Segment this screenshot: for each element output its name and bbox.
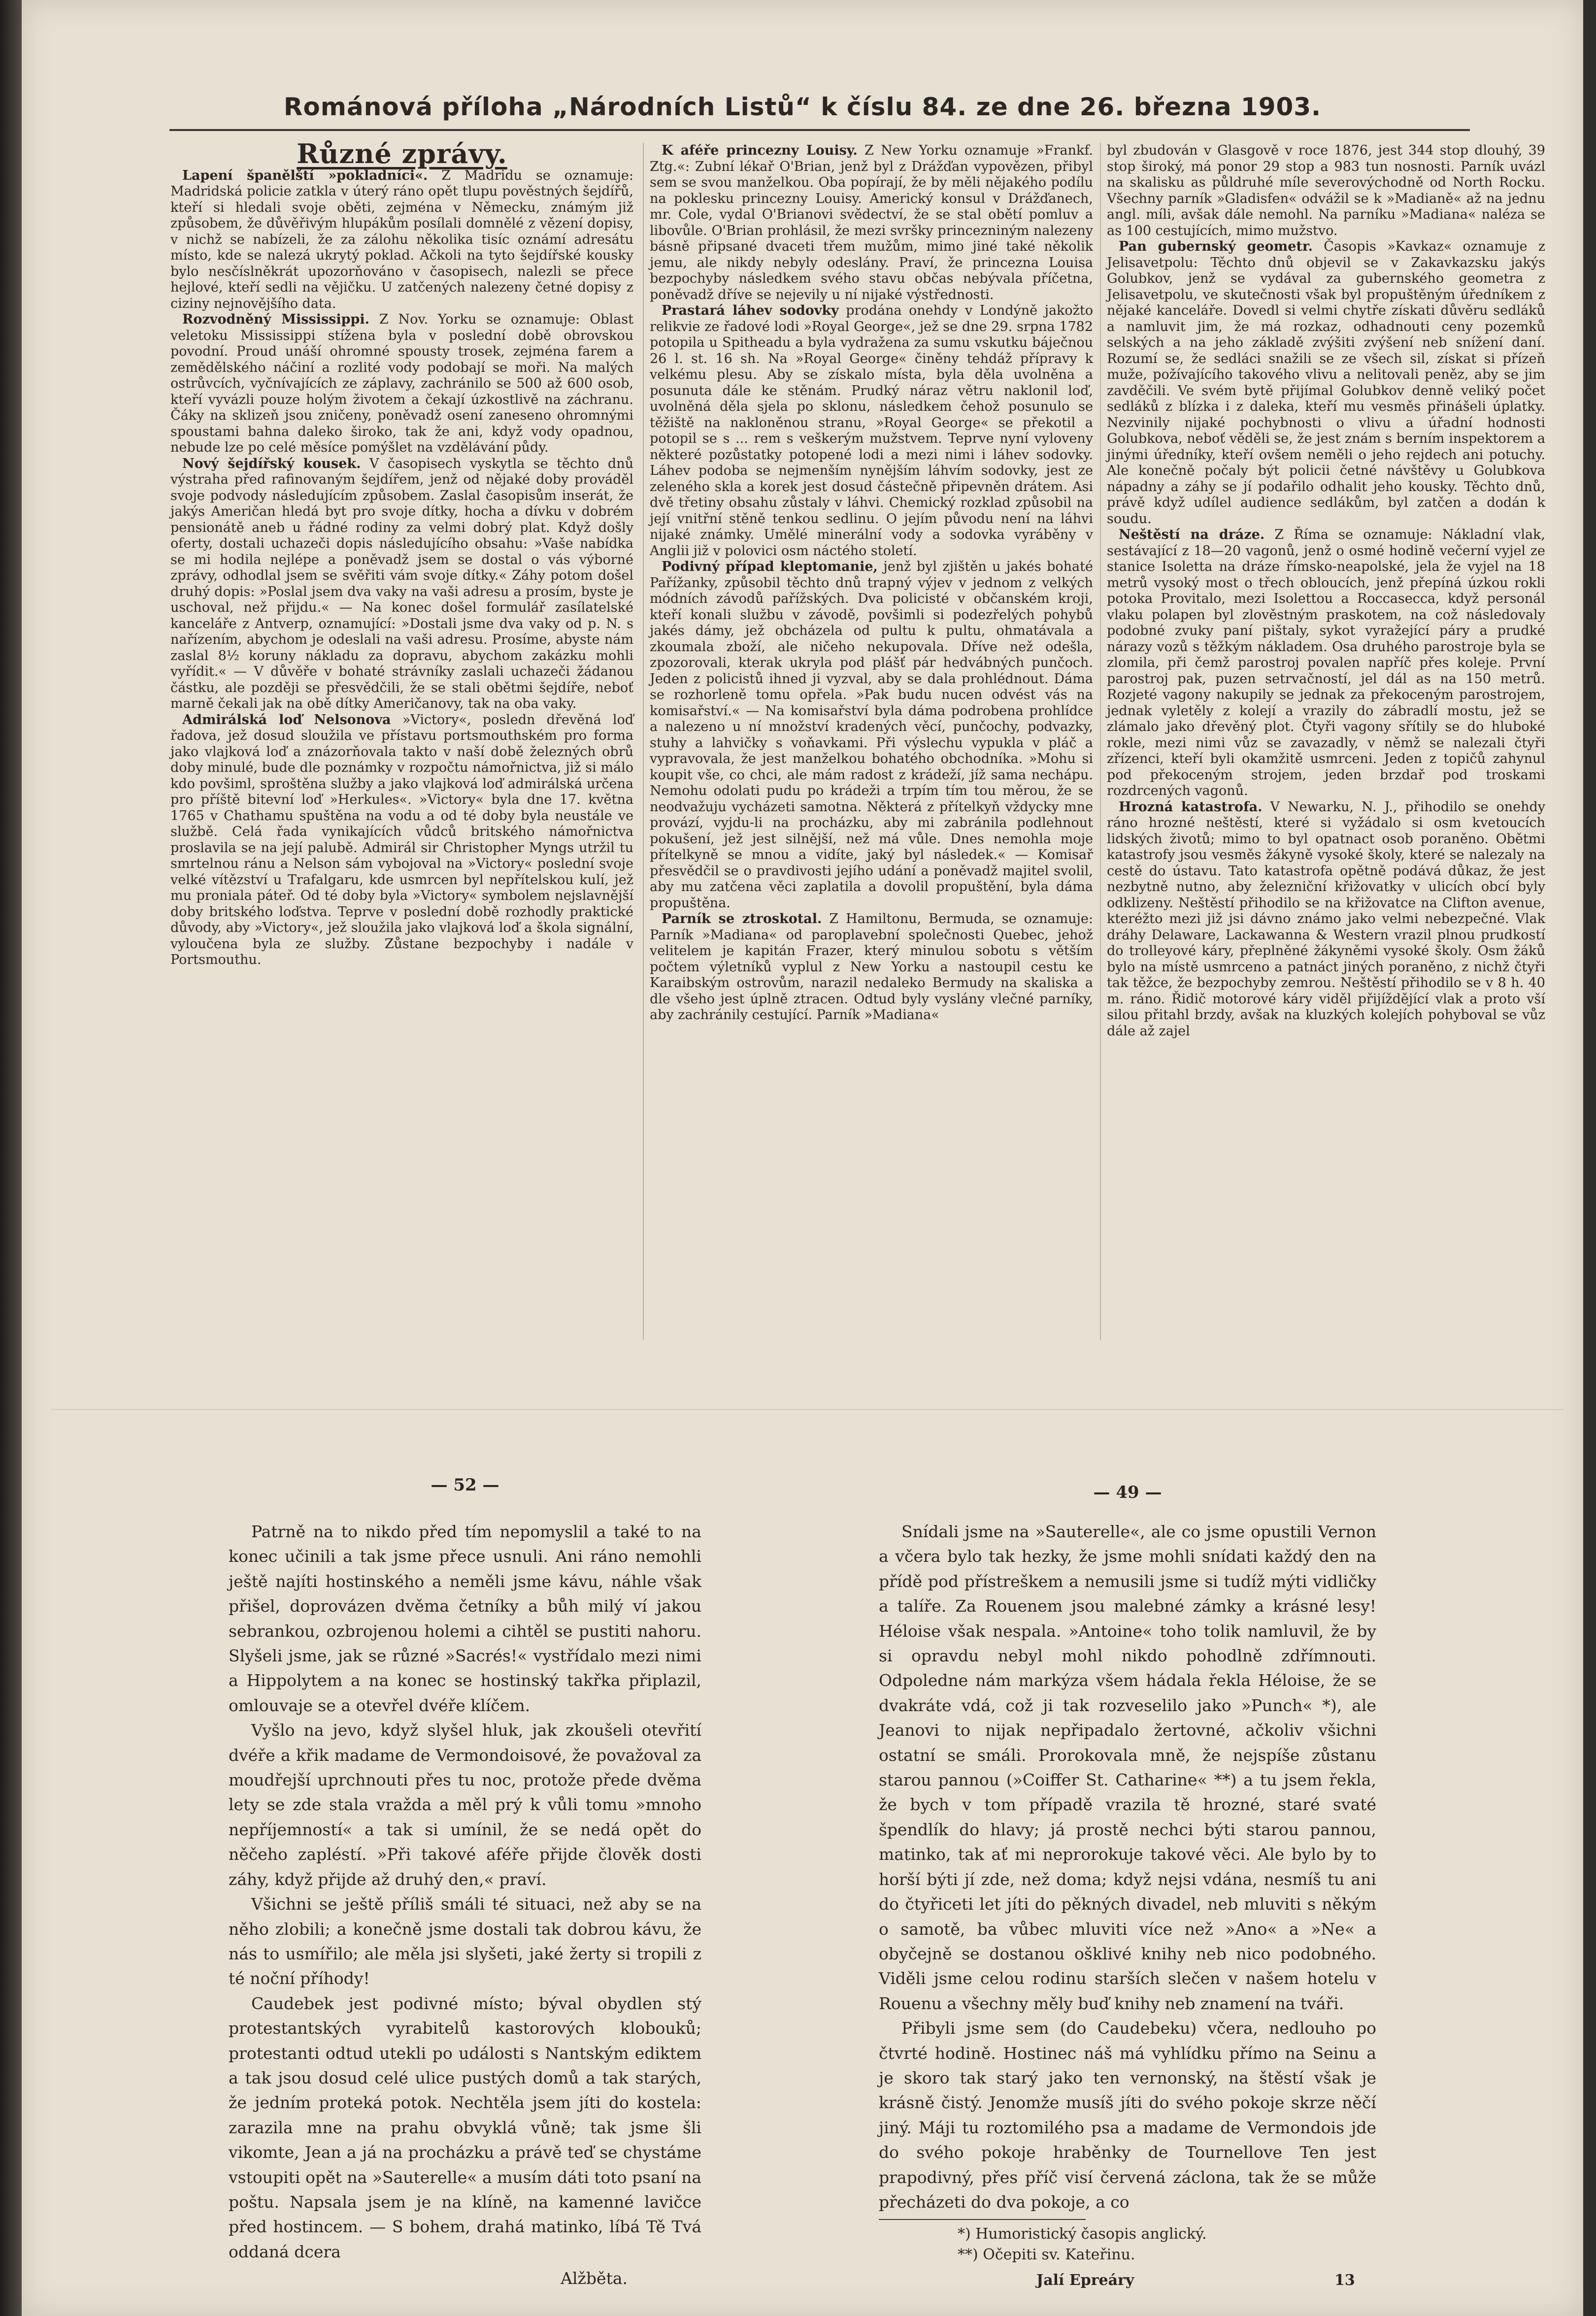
news-item <box>1107 799 1545 1040</box>
footnotes <box>958 2224 1376 2265</box>
news-item <box>650 143 1093 303</box>
news-rubric: Prastará láhev sodovky <box>662 303 839 318</box>
news-text: Z New Yorku oznamuje »Frankf. Ztg.«: Zubní lékař O'Brian, jenž byl z Drážďan vypovězen, přibyl sem se svou manželkou. Oba popírají, že by měli nějakého podílu na poklesku princezny Louisy. Americký konsul v Drážďanech, mr. Cole, vydal O'Brianovi svědectví, že se stal obětí pomluv a libovůle. O'Brian prohlásil, že mezi svršky princezniným nalezeny básně připsané dvaceti třem mužům, mimo jiné také několik jemu, ale nikdy nebyly odeslány. Praví, že princezna Louisa bezpochyby následkem svého stavu občas nebývala příčetna, poněvadž dříve se nejevily u ní nijaké výstřednosti. <box>650 143 1093 302</box>
news-text: V časopisech vyskytla se těchto dnů výstraha před rafinovaným šejdířem, jenž od nějaké doby prováděl svoje podvody následujícím způsobem. Zaslal časopisům inserát, že jakýs Američan hledá byt pro svoje dítky, hocha a dívku v dobrém pensionátě aneb u řádné rodiny za velmi dobrý plat. Když došly oferty, dostali uchazeči dopis následujícího obsahu: »Vaše nabídka se mi hodila nejlépe a poněvadž jsem se dostal o vás výborné zprávy, odhodlal jsem se svěřiti vám svoje dítky.« Záhy potom došel druhý dopis: »Poslal jsem dva vaky na vaši adresu a prosím, byste je uschoval, než přijdu.« — Na konec došel formulář zasílatelské kanceláře z Antverp, oznamující: »Dostali jsme dva vaky od p. N. s nařízením, abychom je odeslali na vaši adresu. Prosíme, abyste nám zaslal 8½ koruny nákladu za dopravu, abychom zakázku mohli vyřídit.« — V důvěře v bohaté strávníky zaslali uchazeči žádanou částku, ale později se přesvědčili, že se stali obětmi šejdíře, neboť marně čekali jak na obě dítky Američanovy, tak na oba vaky. <box>170 456 633 711</box>
footnote: **) Očepiti sv. Kateřinu. <box>958 2246 1135 2263</box>
column-divider <box>643 143 644 1340</box>
news-text: Z Nov. Yorku se oznamuje: Oblast veletoku Mississippi stížena byla v poslední době obrovskou povodní. Proud unáší ohromné spousty trosek, zejména farem a zemědělského náčiní a rozlité vody podobají se moři. Na malých ostrůvcích, vyčnívajících ze záplavy, zachránilo se 500 až 600 osob, kteří vyvázli pouze holým životem a čekají úzkostlivě na záchranu. Čáky na sklizeň jsou zničeny, poněvadž osení zaneseno ohromnými spoustami bahna daleko široko, tak že ani, když vody opadnou, nebude lze po celé měsíce pomýšlet na vzdělávání půdy. <box>170 312 633 455</box>
footnote-divider <box>879 2219 1086 2220</box>
news-item <box>1107 239 1545 527</box>
news-text: »Victory«, posledn dřevěná loď řadova, jež dosud sloužila ve přístavu portsmouthském pro forma jako vlajková loď a znázorňovala takto v naší době železných obrů doby minulé, bude dle poznámky v rozpočtu námořnictva, již si málo kdo povšiml, sproštěna služby a jako vlajková loď admirálská určena pro příště bitevní loď »Herkules«. »Victory« byla dne 17. května 1765 v Chathamu spuštěna na vodu a od té doby byla neustále ve službě. Celá řada vynikajících vůdců britského námořnictva proslavila se na její palubě. Admirál sir Christopher Myngs utržil tu smrtelnou ránu a Nelson sám vybojoval na »Victory« poslední svoje velké vítězství u Trafalgaru, kde usmrcen byl nepřítelskou kulí, jež mu proniala páteř. Od té doby byla »Victory« symbolem nejslavnější doby britského loďstva. Teprve v poslední době rozhodly praktické důvody, aby »Victory«, jež sloužila jako vlajková loď a škola signální, vyloučena byla ze služby. Zůstane bezpochyby i nadále v Portsmouthu. <box>170 712 633 967</box>
novel-paragraph: Přibyli jsme sem (do Caudebeku) včera, nedlouho po čtvrté hodině. Hostinec náš má vyhlídku přímo na Seinu a je skoro tak starý jako ten vernonský, na štěstí však je krásně čistý. Jenomže musíš jíti do svého pokoje skrze něčí jiný. Máji tu roztomilého psa a madame de Vermondois jde do svého pokoje hraběnky de Tournellove Ten jest prapodivný, přes příč visí červená záclona, tak že se může přecházeti do dva pokoje, a co <box>879 2018 1376 2212</box>
news-item <box>170 712 633 968</box>
newspaper-page <box>22 0 1583 2316</box>
news-text: jenž byl zjištěn u jakés bohaté Pařížanky, způsobil těchto dnů trapný výjev v jednom z velkých módních závodů pařížských. Dva policisté v občanském kroji, kteří konali službu v závodě, povšimli si podezřelých pohybů jakés dámy, jež obcházela od pultu k pultu, ohmatávala a zkoumala zboží, ale ničeho nekupovala. Dříve než odešla, zpozorovali, kterak ukryla pod plášť pár hedvábných punčoch. Jeden z policistů ihned ji vyzval, aby se dala prohlédnout. Dáma se rozhorleně tomu opřela. »Pak budu nucen odvést vás na komisařství.« — Na komisařství byla dáma podrobena prohlídce a nalezeno u ní množství kradených věcí, punčochy, podvazky, stuhy a lahvičky s voňavkami. Při výslechu vypukla v pláč a vypravovala, že jest manželkou bohatého obchodníka. »Mohu si koupit vše, co chci, ale mám radost z krádeží, jíž sama nechápu. Nemohu odolati pudu po krádeži a trpím tím tou měrou, že se neodvažuju vycházeti samotna. Některá z přítelkyň vždycky mne provází, vyjdu-li na procházku, aby mi zabránila podlehnout pokušení, jež jest silnější, než má vůle. Dnes nemohla moje přítelkyně se mnou a vidíte, jaký byl následek.« — Komisař přesvědčil se o pravdivosti jejího udání a poněvadž majitel svolil, aby mu zatčena věci zaplatila a dovolil propuštění, byla dáma propuštěna. <box>650 559 1093 911</box>
news-rubric: Hrozná katastrofa. <box>1119 799 1263 815</box>
news-text: Z Říma se oznamuje: Nákladní vlak, sestávající z 18—20 vagonů, jenž o osmé hodině večerní vyjel ze stanice Isoletta na dráze římsko-neapolské, jela že vyjel na 18 metrů vysoký most o třech obloucích, jenž přepíná úzkou rokli potoka Provitalo, mezi Isolettou a Roccasecca, když personál vlaku polapen byl zlověstným praskotem, na což následovaly podobné zvuky paní pištaly, sykot vyražející páry a prudké nárazy vozů s těžkým nákladem. Osa druhého parostroje byla se zlomila, při čemž parostroj povalen napříč přes koleje. První parostroj pak, puzen setrvačností, jel dál as na 150 metrů. Rozjeté vagony nakupily se jednak za překoceným parostrojem, jednak vyletěly z kolejí a vrazily do zábradlí mostu, jež se zlámalo jako dřevěný plot. Čtyři vagony sřítily se do hluboké rokle, mezi nimi vůz se zavazadly, v němž se nalezali čtyři zřízenci, kteří byli okamžitě usmrceni. Jeden z topičů zahynul pod překoceným strojem, jeden brzdař pod troskami rozdrcených vagonů. <box>1107 527 1545 798</box>
section-heading: Různé zprávy. <box>297 138 507 169</box>
news-text: Časopis »Kavkaz« oznamuje z Jelisavetpolu: Těchto dnů objevil se v Zakavkazsku jakýs Golubkov, jenž se vydával za gubernského geometra z Jelisavetpolu, ve skutečnosti však byl propuštěným úředníkem z nějaké kanceláře. Dovedl si velmi chytře získati důvěru sedláků a namluvit jim, že má rozkaz, odhadnouti ceny pozemků selských a na jeho základě zvýšiti zvýšení neb snížení daní. Rozumí se, že sedláci snažili se ze všech sil, získat si přízeň muže, požívajícího takového vlivu a nelitovali peněz, aby se jim zavděčili. Ve svém bytě přijímal Golubkov denně veliký počet sedláků z blízka i z daleka, kteří mu vesměs přinášeli úplatky. Nezvinily nijaké pochybnosti o vlivu a úřadní hodnosti Golubkova, neboť věděli se, že jest znám s berním inspektorem a jinými úředníky, kteří ovšem neměli o jeho rejdech ani potuchy. Ale konečně počaly být policii četné návštěvy u Golubkova nápadny a záhy se jí podařilo odhalit jeho kousky. Těchto dnů, právě když udílel audience sedlákům, byl zatčen a dodán k soudu. <box>1107 239 1546 527</box>
news-text: prodána onehdy v Londýně jakožto relikvie ze řadové lodi »Royal George«, jež se dne 29. srpna 1782 potopila u Spitheadu a byla vydražena za sumu vskutku báječnou 26 l. st. 16 sh. Na »Royal George« činěny tehdáž přípravy k velkému plesu. Aby se získalo místa, byla děla uvolněna a posunuta dále ke stěnám. Prudký náraz větru naklonil loď, uvolněná děla sjela po sklonu, následkem čehož posunulo se těžiště na nakloněnou stranu, »Royal George« se překotil a potopil se s ... rem s veškerým mužstvem. Teprve nyní vyloveny některé pozůstatky potopené lodi a mezi nimi i láhev sodovky. Láhev podoba se nejmenším nynějším láhvím sodovky, jest ze zeleného skla a korek jest dosud částečně připevněn drátem. Asi dvě třetiny obsahu zůstaly v láhvi. Chemický rozklad způsobil na její vnitřní stěně tenkou sedlinu. O jejím původu není na láhvi nijaké známky. Umělé minerální vody a sodovka vyráběny v Anglii již v polovici osm náctého století. <box>650 303 1093 559</box>
news-item <box>650 911 1093 1024</box>
letter-signature: Alžběta. <box>561 2269 628 2288</box>
news-column-2 <box>650 143 1093 1024</box>
supplement-header-title: Románová příloha „Národních Listů“ k číslu 84. ze dne 26. března 1903. <box>283 93 1322 121</box>
news-column-1 <box>170 138 633 968</box>
novel-paragraph: Vyšlo na jevo, když slyšel hluk, jak zkoušeli otevřití dvéře a křik madame de Vermondoisové, že považoval za moudřejší uprchnouti přes tu noc, protože přede dvěma lety se zde stala vražda a měl prý k vůli tomu »mnoho nepříjemností« a tak si umínil, že se nedá opět do něčeho zapléstí. »Při takové aféře přijde člověk dosti záhy, když přijde až druhý den,« praví. <box>229 1720 701 1889</box>
page-number-right: — 49 — <box>1093 1483 1162 1502</box>
news-rubric: Nový šejdířský kousek. <box>182 456 361 471</box>
news-rubric: Pan gubernský geometr. <box>1119 239 1313 254</box>
novel-page-left <box>229 1520 701 2291</box>
novel-page-right <box>879 1520 1376 2215</box>
novel-paragraph: Všichni se ještě příliš smáli té situaci, než aby se na něho zlobili; a konečně jsme dostali tak dobrou kávu, že nás to usmířilo; ale měla jsi slyšeti, jaké žerty si tropili z té noční příhody! <box>229 1894 701 1988</box>
header-divider <box>169 129 1470 131</box>
page-fold-line <box>51 1409 1563 1410</box>
news-item <box>170 168 633 312</box>
footnote: *) Humoristický časopis anglický. <box>958 2225 1207 2243</box>
news-rubric: Neštěstí na dráze. <box>1119 527 1265 542</box>
novel-paragraph: Caudebek jest podivné místo; býval obydlen stý protestantských vyrabitelů kastorových klobouků; protestanti odtud utekli po události s Nantským ediktem a tak jsou dosud celé ulice pustých domů a tak starých, že jedním proteká potok. Nechtěla jsem jíti do kostela: zarazila mne na prahu obvyklá vůně; tak jsme šli vikomte, Jean a já na procházku a právě teď se chystáme vstoupiti opět na »Sauterelle« a musím dáti toto psaní na poštu. Napsala jsem je na klíně, na kamenné lavičce před hostincem. — S bohem, drahá matinko, líbá Tě Tvá oddaná dcera <box>229 1993 701 2261</box>
news-rubric: Admirálská loď Nelsonova <box>182 712 391 728</box>
news-rubric: Parník se ztroskotal. <box>662 911 822 926</box>
news-item <box>650 559 1093 911</box>
printer-signature: Jalí Epreáry <box>1036 2272 1134 2289</box>
news-rubric: Lapení španělští »pokladníci«. <box>182 167 428 183</box>
news-text: byl zbudován v Glasgově v roce 1876, jest 344 stop dlouhý, 39 stop široký, má ponor 29 stop a 983 tun nosnosti. Parník uvázl na skalisku as půldruhé míle severovýchodně od North Rocku. Všechny parník »Gladisfen« odvážil se k »Madianě« až na jednu angl. míli, avšak dále nemohl. Na parníku »Madiana« naléza se as 100 cestujících, mimo mužstvo. <box>1107 143 1545 238</box>
news-item <box>1107 143 1545 239</box>
news-column-3 <box>1107 143 1545 1039</box>
column-divider <box>1100 143 1101 1340</box>
news-item <box>170 456 633 712</box>
news-rubric: K aféře princezny Louisy. <box>662 143 858 158</box>
news-rubric: Podivný případ kleptomanie, <box>662 559 878 574</box>
news-text: Z Madridu se oznamuje: Madridská policie zatkla v úterý ráno opět tlupu pověstných šejdířů, kteří si hledali svoje oběti, zejména v Německu, známým již způsobem, že důvěřivým hlupákům posílali domnělé z vězení dopisy, v nichž se nabízeli, že za zálohu několika tisíc oznámí adresátu místo, kde se nalezá ukrytý poklad. Ačkoli na tyto šejdířské kousky bylo nesčíslněkrát upozorňováno v časopisech, nalezli se přece hejlové, kteří sedli na vějičku. U zatčených nalezeny četné dopisy z ciziny nejnovějšího data. <box>170 167 633 311</box>
news-item <box>1107 527 1545 799</box>
novel-paragraph: Snídali jsme na »Sauterelle«, ale co jsme opustili Vernon a včera bylo tak hezky, že jsme mohli snídati každý den na přídě pod přístreškem a nemusili jsme si tudíž mýti vidličky a talíře. Za Rouenem jsou malebné zámky a krásné lesy! Héloise však nespala. »Antoine« toho tolik namluvil, že by si opravdu nebyl mohl nikdo pohodlně zdřímnouti. Odpoledne nám markýza všem hádala řekla Héloise, že se dvakráte vdá, což ji tak rozveselilo jako »Punch« *), ale Jeanovi to nijak nepřipadalo žertovné, ačkoliv všichni ostatní se smáli. Prorokovala mně, že nejspíše zůstanu starou pannou (»Coiffer St. Catharine« **) a tu jsem řekla, že bych v tom případě vrazila tě hrozné, staré svaté špendlík do hlavy; já prostě nechci býti starou pannou, matinko, tak ať mi neprorokuje takové věci. Ale bylo by to horší býti jí zde, než doma; když nejsi vdána, nesmíš tu ani do čtyřiceti let jíti do pěkných divadel, neb mluviti s někým o samotě, ba vůbec mluviti více než »Ano« a »Ne« a obyčejně se dostanou ošklivé knihy neb nico podobného. Viděli jsme celou rodinu starších slečen v našem hotelu v Rouenu a všechny měly buď knihy neb znamení na tváři. <box>879 1522 1376 2013</box>
news-text: V Newarku, N. J., přihodilo se onehdy ráno hrozné neštěstí, které si vyžádalo si osm kvetoucích lidských životů; mimo to byl opatnact osob poraněno. Obětmi katastrofy jsou vesměs žákyně vysoké školy, které se nalezaly na cestě do ústavu. Tato katastrofa opětně podává důkaz, že jest nezbytně nutno, aby železniční křižovatky v ulicích obcí byly odklizeny. Neštěstí přihodilo se na křižovatce na Clifton avenue, kteréžto mezi již jsi dávno známo jako velmi nebezpečné. Vlak dráhy Delaware, Lackawanna & Western vrazil plnou prudkostí do trolleyové káry, přeplněné žákyněmi vysoké školy. Osm žáků bylo na místě usmrceno a patnáct jiných poraněno, z nichž čtyři tak těžce, že bezpochyby zemrou. Neštěstí přihodilo se v 8 h. 40 m. ráno. Řidič motorové káry viděl přijíždějící vlak a proto vší silou přitahl brzdy, avšak na kluzkých kolejích pohyboval se vůz dále až zajel <box>1107 799 1545 1039</box>
novel-paragraph: Patrně na to nikdo před tím nepomyslil a také to na konec učinili a tak jsme přece usnuli. Ani ráno nemohli ještě najíti hostinského a neměli jsme kávu, náhle však přišel, doprovázen dvěma četníky a bůh milý ví jakou sebrankou, ozbrojenou holemi a cihtěl se pustiti nahoru. Slyšeli jsme, jak se různé »Sacrés!« vystřídalo mezi nimi a Hippolytem a na konec se hostinský takřka připlazil, omlouvaje se a otevřel dvéře klíčem. <box>229 1522 701 1715</box>
sheet-marker: 13 <box>1334 2272 1355 2289</box>
news-rubric: Rozvodněný Mississippi. <box>182 312 370 327</box>
page-number-left: — 52 — <box>431 1475 499 1495</box>
news-item <box>170 312 633 456</box>
page-edge-shadow <box>0 0 22 2316</box>
news-text: Z Hamiltonu, Bermuda, se oznamuje: Parník »Madiana« od paroplavební společnosti Quebec, jehož velitelem je kapitán Frazer, který minulou sobotu s větším počtem výletníků vyplul z New Yorku a nastoupil cestu ke Karaibským ostrovům, narazil nedaleko Bermudy na skaliska a dle všeho jest úplně ztracen. Odtud byly vyslány vlečné parníky, aby zachránily cestující. Parník »Madiana« <box>650 911 1094 1023</box>
news-item <box>650 303 1093 559</box>
